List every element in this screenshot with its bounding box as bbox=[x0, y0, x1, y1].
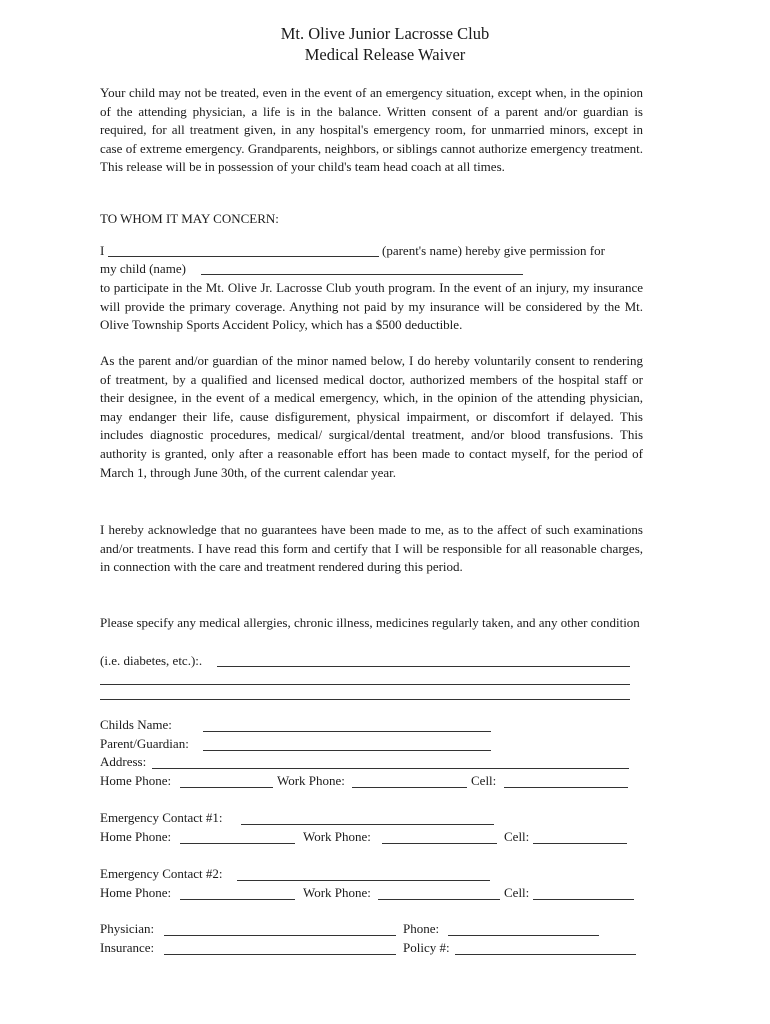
ec1-home-phone-label: Home Phone: bbox=[100, 829, 172, 844]
parent-guardian-label: Parent/Guardian: bbox=[100, 736, 189, 751]
medical-prompt: Please specify any medical allergies, chronic illness, medicines regularly taken, and any other condition bbox=[100, 615, 640, 630]
ec2-work-phone-line[interactable] bbox=[378, 899, 500, 900]
physician-phone-label: Phone: bbox=[403, 921, 440, 936]
childs-name-line[interactable] bbox=[203, 731, 491, 732]
emergency-contact-2-label: Emergency Contact #2: bbox=[100, 866, 223, 881]
ec2-home-phone-label: Home Phone: bbox=[100, 885, 172, 900]
emergency-contact-1-line[interactable] bbox=[241, 824, 494, 825]
ec2-work-phone-label: Work Phone: bbox=[303, 885, 371, 900]
ec2-cell-line[interactable] bbox=[533, 899, 634, 900]
ec1-home-phone-line[interactable] bbox=[180, 843, 295, 844]
child-name-line[interactable] bbox=[201, 274, 523, 275]
work-phone-label: Work Phone: bbox=[277, 773, 345, 788]
ec2-cell-label: Cell: bbox=[504, 885, 530, 900]
cell-label: Cell: bbox=[471, 773, 497, 788]
work-phone-line[interactable] bbox=[352, 787, 467, 788]
policy-label: Policy #: bbox=[403, 940, 450, 955]
childs-name-label: Childs Name: bbox=[100, 717, 172, 732]
physician-label: Physician: bbox=[100, 921, 155, 936]
ec1-work-phone-line[interactable] bbox=[382, 843, 497, 844]
ec1-cell-line[interactable] bbox=[533, 843, 627, 844]
ec1-work-phone-label: Work Phone: bbox=[303, 829, 371, 844]
medical-line-2[interactable] bbox=[100, 684, 630, 685]
salutation: TO WHOM IT MAY CONCERN: bbox=[100, 211, 279, 226]
intro-paragraph: Your child may not be treated, even in the event of an emergency situation, except when, in the opinion of the attending physician, a life is in the balance. Written consent of a parent and/or guardian is required, for all treatment given, in any hospital's emergency room, for unmarried minors, except in case of extreme emergency. Grandparents, neighbors, or siblings cannot authorize emergency treatment. This release will be in possession of your child's team head coach at all times. bbox=[100, 85, 643, 175]
parent-name-suffix: (parent's name) hereby give permission for bbox=[382, 243, 605, 258]
insurance-label: Insurance: bbox=[100, 940, 155, 955]
parent-name-line[interactable] bbox=[108, 256, 379, 257]
home-phone-line[interactable] bbox=[180, 787, 273, 788]
medical-example-label: (i.e. diabetes, etc.):. bbox=[100, 653, 203, 668]
medical-line-1[interactable] bbox=[217, 666, 630, 667]
policy-line[interactable] bbox=[455, 954, 636, 955]
child-name-label: my child (name) bbox=[100, 261, 186, 276]
address-line[interactable] bbox=[152, 768, 629, 769]
emergency-contact-1-label: Emergency Contact #1: bbox=[100, 810, 223, 825]
physician-phone-line[interactable] bbox=[448, 935, 599, 936]
permission-body: to participate in the Mt. Olive Jr. Lacrosse Club youth program. In the event of an injury, my insurance will provide the primary coverage. Anything not paid by my insurance will be considered by the Mt. Olive Township Sports Accident Policy, which has a $500 deductible. bbox=[100, 280, 643, 333]
emergency-contact-2-line[interactable] bbox=[237, 880, 490, 881]
physician-line[interactable] bbox=[164, 935, 396, 936]
ec2-home-phone-line[interactable] bbox=[180, 899, 295, 900]
insurance-line[interactable] bbox=[164, 954, 396, 955]
medical-line-3[interactable] bbox=[100, 699, 630, 700]
acknowledge-paragraph: I hereby acknowledge that no guarantees have been made to me, as to the affect of such examinations and/or treatments. I have read this form and certify that I will be responsible for all reasonable charges, in connection with the care and treatment rendered during this period. bbox=[100, 522, 643, 575]
consent-paragraph: As the parent and/or guardian of the minor named below, I do hereby voluntarily consent to rendering of treatment, by a qualified and licensed medical doctor, authorized members of the hospital staff or their designee, in the event of a medical emergency, which, in the opinion of the attending physician, may endanger their life, cause disfigurement, physical impairment, or discomfort if delayed. This includes diagnostic procedures, medical/ surgical/dental treatment, and/or blood transfusions. This authority is granted, only after a reasonable effort has been made to contact myself, for the period of March 1, through June 30th, of the current calendar year. bbox=[100, 353, 643, 480]
form-title: Medical Release Waiver bbox=[304, 45, 466, 64]
ec1-cell-label: Cell: bbox=[504, 829, 530, 844]
address-label: Address: bbox=[100, 754, 147, 769]
cell-line[interactable] bbox=[504, 787, 628, 788]
parent-guardian-line[interactable] bbox=[203, 750, 491, 751]
i-label: I bbox=[100, 243, 105, 258]
home-phone-label: Home Phone: bbox=[100, 773, 172, 788]
org-title: Mt. Olive Junior Lacrosse Club bbox=[280, 24, 490, 43]
